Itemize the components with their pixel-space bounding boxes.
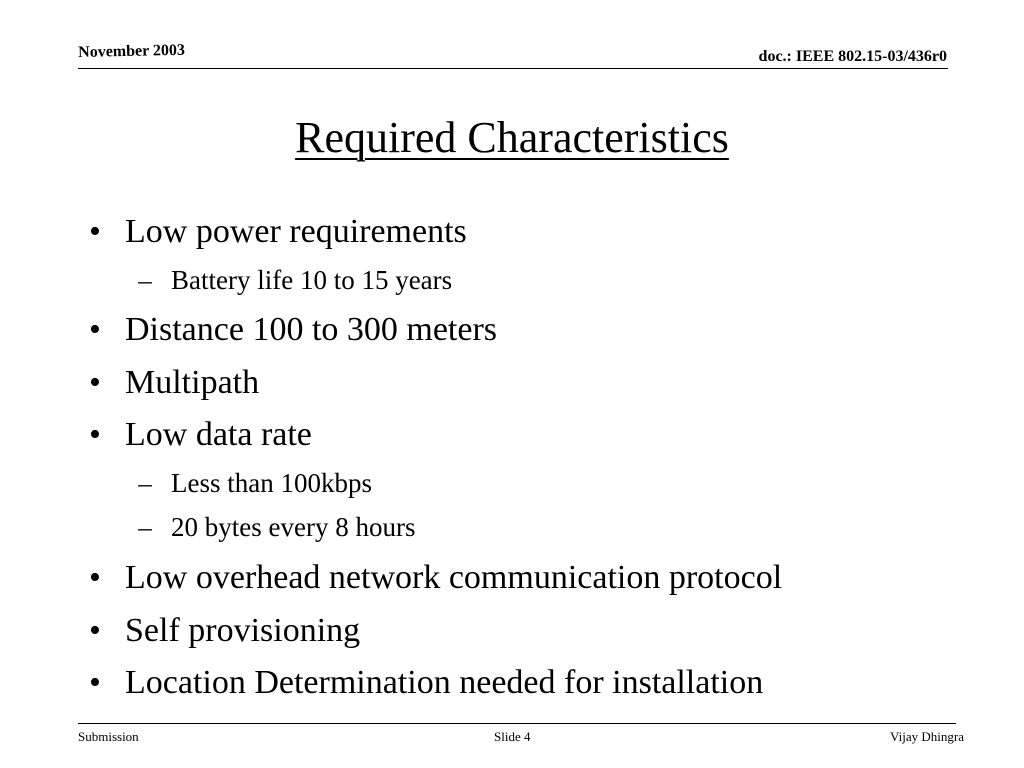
footer-author: Vijay Dhingra	[890, 729, 964, 744]
bullet-text: Self provisioning	[125, 612, 361, 649]
bullet-marker: •	[89, 311, 101, 348]
header-doc-id: doc.: IEEE 802.15-03/436r0	[758, 48, 947, 65]
bullet-marker: •	[89, 559, 101, 596]
header-divider	[78, 68, 948, 69]
footer-submission: Submission	[78, 729, 139, 744]
bullet-marker: •	[89, 213, 101, 250]
sub-bullet-text: Battery life 10 to 15 years	[171, 265, 453, 295]
sub-bullet-marker: –	[138, 512, 152, 542]
bullet-text: Location Determination needed for installation	[125, 664, 764, 701]
sub-bullet-marker: –	[138, 468, 152, 498]
bullet-text: Multipath	[125, 364, 260, 401]
bullet-text: Distance 100 to 300 meters	[125, 311, 498, 348]
slide-title: Required Characteristics	[295, 113, 729, 162]
bullet-text: Low overhead network communication protocol	[125, 559, 783, 596]
bullet-text: Low power requirements	[125, 213, 467, 250]
sub-bullet-marker: –	[138, 265, 152, 295]
bullet-marker: •	[89, 364, 101, 401]
bullet-text: Low data rate	[125, 416, 312, 453]
sub-bullet-text: 20 bytes every 8 hours	[171, 512, 416, 542]
bullet-marker: •	[89, 664, 101, 701]
footer-divider	[78, 723, 956, 724]
header-date: November 2003	[78, 41, 186, 61]
sub-bullet-text: Less than 100kbps	[171, 468, 372, 498]
bullet-marker: •	[89, 416, 101, 453]
footer-slide-number: Slide 4	[494, 729, 531, 744]
bullet-marker: •	[89, 612, 101, 649]
